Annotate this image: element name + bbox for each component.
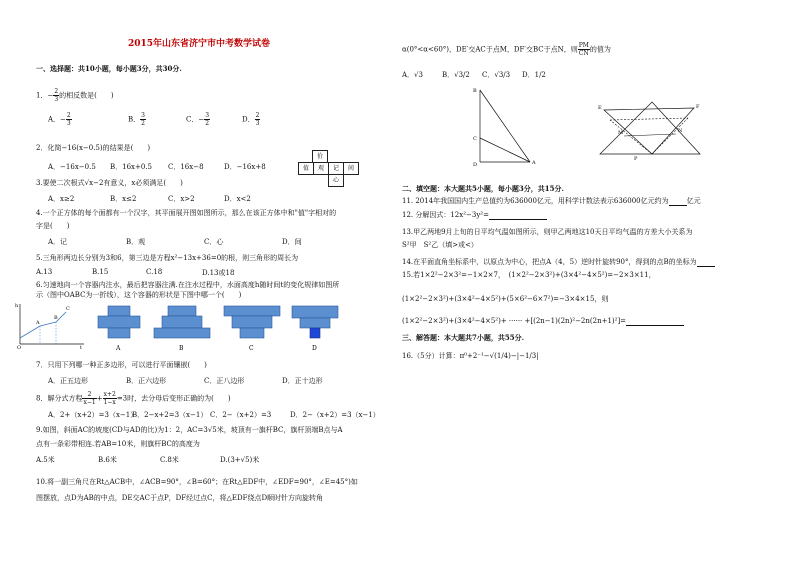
net-cell: 心 (328, 174, 344, 187)
q9-option-a: A.5米 (36, 456, 55, 464)
graph-label-h: h (15, 303, 19, 309)
question-1: 1．− $\frac{2}{3}$ 的相反数是( ) (36, 88, 114, 103)
question-15-line1: 15.若1×2²−2×3²=−1×2×7， (1×2²−2×3²)+(3×4²−4×5²)=−2×3×11， (402, 271, 656, 279)
question-13-line2: S²甲 S²乙（填>或<） (402, 241, 478, 249)
fraction: $\frac{x+2}{1-x}$ (103, 391, 116, 406)
q7-option-d: D．正十边形 (282, 377, 323, 385)
question-10-line1: 10.将一副三角尺在Rt△ACB中，∠ACB=90°，∠B=60°；在Rt△EDF中，∠EDF=90°，∠E=45°)如 (36, 478, 358, 486)
q7-option-c: C．正八边形 (204, 377, 245, 385)
graph-label-b: B (54, 315, 58, 321)
q3-option-d: D．x<2 (224, 195, 251, 203)
fraction: $\frac{2}{3}$ (255, 112, 260, 127)
q8-option-d: D．2−（x+2）=3（x−1） (290, 411, 380, 419)
graph-label-c: C (66, 306, 70, 312)
container-b (154, 306, 210, 338)
q5-option-c: C.18 (146, 268, 163, 276)
q3-option-c: C．x>2 (168, 195, 195, 203)
q7-option-a: A．正五边形 (48, 377, 89, 385)
figure-label-m: M (618, 130, 624, 136)
question-3: 3.要使二次根式√x−2有意义，x必须满足( ) (36, 179, 183, 187)
net-cell: 记 (328, 162, 344, 175)
question-12: 12. 分解因式：12x²−3y²= (402, 211, 547, 220)
section-fill-heading: 二、填空题：本大题共5小题，每小题3分，共15分. (402, 184, 564, 193)
section-choice-heading: 一、选择题：共10小题，每小题3分，共30分. (36, 64, 182, 73)
question-13-line1: 13.甲乙两地9月上旬的日平均气温如图所示，则甲乙两地这10天日平均气温的方差大小关系为 (402, 228, 693, 236)
container-label-c: C (249, 345, 254, 352)
question-4-line2: 字是( ) (36, 222, 70, 230)
container-a (98, 306, 140, 338)
net-cell: 值 (298, 162, 314, 175)
q10-option-d: D．1/2 (522, 71, 546, 79)
question-2: 2．化简−16(x−0.5)的结果是( ) (36, 144, 151, 152)
water-level-graph (14, 300, 86, 350)
container-label-b: B (179, 345, 184, 352)
graph-label-a: A (36, 320, 40, 326)
fraction: $\frac{2}{x-1}$ (83, 391, 96, 406)
figure-label-c: C (473, 136, 477, 142)
q3-option-a: A．x≥2 (48, 195, 75, 203)
fraction: $\frac{2}{3}$ (66, 112, 71, 127)
container-c (224, 306, 280, 338)
q4-option-a: A．记 (48, 238, 68, 246)
q2-option-d: D．−16x+8 (224, 163, 266, 171)
figure-label-e: E (598, 105, 602, 111)
q9-option-d: D.(3+√5)米 (220, 456, 260, 464)
q2-option-b: B．16x+0.5 (110, 163, 152, 171)
q9-option-b: B.6米 (98, 456, 117, 464)
q8-option-b: B．2−x+2=3（x−1） (132, 411, 208, 419)
slope-figure (470, 84, 542, 170)
question-4-line1: 4.一个正方体的每个面都有一个汉字，其平面展开图如图所示，那么在该正方体中和"值"字相对的 (36, 209, 337, 217)
triangles-figure (590, 94, 710, 164)
q8-option-a: A．2+（x+2）=3（x−1） (48, 411, 138, 419)
q10-option-a: A．√3 (402, 71, 423, 79)
question-10-line3: α(0°<α<60°)，DE′交AC于点M，DF′交BC于点N，则 $\frac{PM}{CN}$ 的值为 (402, 42, 611, 57)
q3-option-b: B．x≤2 (110, 195, 137, 203)
question-16: 16.（5分）计算：π⁰+2⁻¹−√(1/4)−|−1/3| (402, 352, 539, 360)
fraction: $\frac{3}{2}$ (205, 112, 210, 127)
q8-option-c: C．2−（x+2）=3 (210, 411, 272, 419)
container-shapes (88, 300, 358, 355)
q4-option-d: D．间 (282, 238, 302, 246)
q5-option-a: A.13 (36, 268, 53, 276)
section-answer-heading: 三、解答题：本大题共7小题，共55分. (402, 333, 525, 342)
q1-option-d: D． $\frac{2}{3}$ (242, 112, 260, 127)
fraction: $\frac{PM}{CN}$ (578, 42, 589, 57)
q1-option-c: C．− $\frac{3}{2}$ (186, 112, 210, 127)
fraction: $\frac{2}{3}$ (54, 88, 59, 103)
question-9-line2: 点有一条彩带相连.若AB=10米，则旗杆BC的高度为 (36, 440, 200, 448)
graph-label-t: t (80, 345, 83, 350)
answer-blank[interactable] (489, 212, 547, 220)
q4-option-b: B．观 (126, 238, 146, 246)
q5-option-d: D.13或18 (202, 269, 235, 277)
question-15-line2: (1×2²−2×3²)+(3×4²−4×5²)+(5×6²−6×7²)=−3×4×15，则 (402, 295, 609, 303)
figure-label-a: A (532, 160, 536, 166)
net-cell: 观 (313, 162, 329, 175)
fraction: $\frac{3}{2}$ (141, 112, 145, 127)
question-6-line1: 6.匀速地向一个容器内注水，最后把容器注满.在注水过程中，水面高度h随时间t的变化规律如图所 (36, 281, 340, 289)
q1-option-a: A．− $\frac{2}{3}$ (48, 112, 71, 127)
cube-net (298, 150, 368, 200)
container-d (292, 306, 338, 338)
answer-blank[interactable] (697, 259, 715, 267)
question-5: 5.三角形两边长分别为3和6，第三边是方程x²−13x+36=0的根，则三角形的周长为 (36, 254, 299, 262)
container-label-d: D (312, 345, 317, 352)
question-8: 8．解分式方程 $\frac{2}{x-1}$ + $\frac{x+2}{1-x}$ =3时，去分母后变形正确的为( ) (36, 391, 231, 406)
question-14: 14.在平面直角坐标系中，以原点为中心，把点A（4，5）逆时针旋转90°，得到的点B的坐标为 (402, 258, 715, 267)
graph-label-o: O (17, 345, 22, 350)
figure-label-p: P (634, 156, 638, 162)
figure-label-d: D (473, 162, 478, 168)
container-label-a: A (116, 345, 121, 352)
q4-option-c: C．心 (204, 238, 224, 246)
question-9-line1: 9.如图，斜面AC的坡度(CD与AD的比)为1：2，AC=3√5米，坡顶有一旗杆BC，旗杆顶端B点与A (36, 426, 343, 434)
figure-label-f: F (696, 104, 700, 110)
question-10-line2: 图摆放，点D为AB的中点，DE交AC于点P，DF经过点C，将△EDF绕点D顺时针方向旋转角 (36, 494, 324, 502)
q2-option-a: A．−16x−0.5 (48, 163, 96, 171)
figure-label-n: N (678, 128, 683, 134)
question-11: 11. 2014年我国国内生产总值约为636000亿元，用科学计数法表示636000亿元约为 亿元 (402, 197, 701, 205)
question-1-options (36, 112, 384, 126)
question-7: 7．只用下列哪一种正多边形，可以进行平面镶嵌( ) (36, 361, 207, 369)
q10-option-c: C．√3/3 (482, 71, 511, 79)
question-6-line2: 示（图中OABC为一折线），这个容器的形状是下图中哪一个( ) (36, 291, 242, 299)
q2-option-c: C．16x−8 (168, 163, 204, 171)
answer-blank[interactable] (626, 318, 684, 326)
answer-blank[interactable] (669, 198, 687, 206)
q9-option-c: C.8米 (160, 456, 179, 464)
q1-option-b: B． $\frac{3}{2}$ (128, 112, 145, 127)
page-title: 2015年山东省济宁市中考数学试卷 (128, 39, 271, 49)
figure-label-b: B (473, 88, 477, 94)
net-cell: 价 (312, 150, 328, 163)
net-cell: 间 (343, 162, 359, 175)
q10-option-b: B．√3/2 (442, 71, 470, 79)
question-15-line3: (1×2²−2×3²)+(3×4²−4×5²)+ ······ +[(2n−1)(2n)²−2n(2n+1)²]= (402, 317, 684, 326)
q7-option-b: B．正六边形 (126, 377, 167, 385)
q5-option-b: B.15 (92, 268, 109, 276)
